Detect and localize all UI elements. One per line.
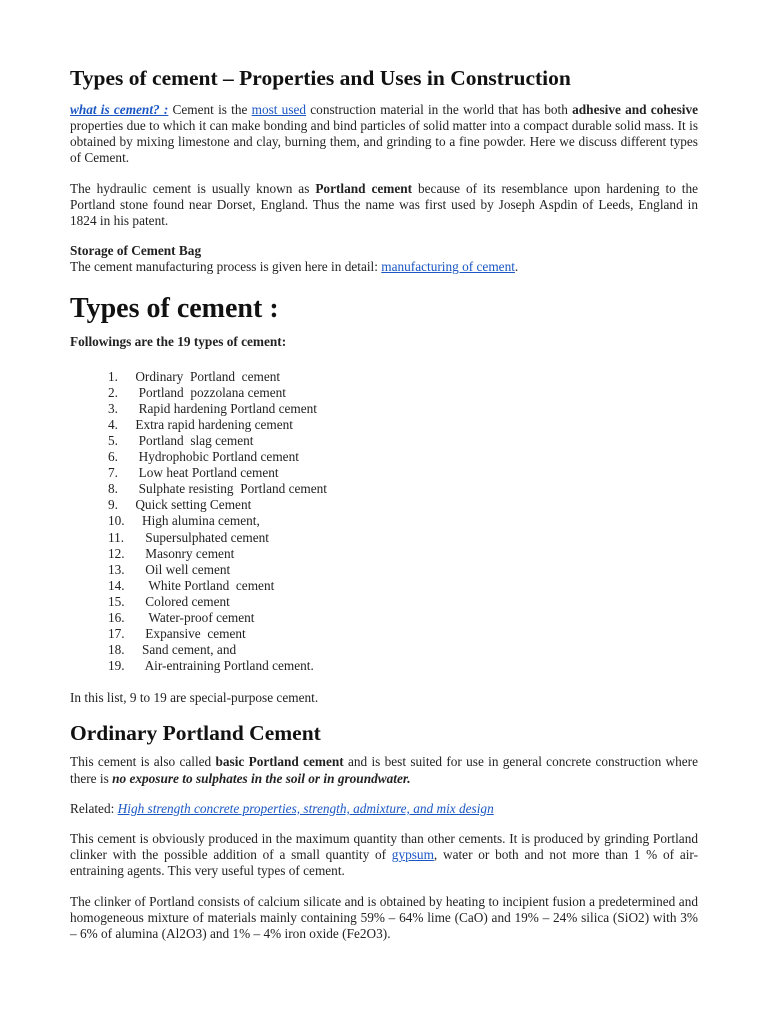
list-item: [108, 465, 698, 481]
document-page: [70, 66, 698, 956]
list-item: [108, 513, 698, 529]
list-item-number: 11.: [108, 529, 125, 545]
list-item-number: 5.: [108, 433, 118, 448]
list-item-number: 7.: [108, 465, 118, 481]
opc-paragraph-2: This cement is obviously produced in the maximum quantity than other cements. It is produced by grinding Portland clinker with the possible addition of a small quantity of gypsum, water or both and not more than 1 % of air-entraining agents. This very useful types of cement.: [70, 831, 698, 879]
list-item-label: Masonry cement: [132, 545, 235, 561]
list-item-number: 17.: [108, 626, 125, 642]
related-link[interactable]: High strength concrete properties, strength, admixture, and mix design: [117, 800, 494, 816]
list-item-number: 6.: [108, 449, 118, 465]
list-item-label: Portland pozzolana cement: [132, 384, 286, 400]
list-item-number: 1.: [108, 368, 118, 384]
list-item-label: Low heat Portland cement: [132, 465, 279, 481]
storage-heading: Storage of Cement Bag: [70, 243, 202, 259]
list-item-number: 12.: [108, 545, 125, 561]
list-item: [108, 449, 698, 465]
most-used-link[interactable]: most used: [251, 101, 307, 117]
manufacturing-link[interactable]: manufacturing of cement: [381, 259, 515, 275]
list-item-label: Sand cement, and: [132, 642, 237, 658]
types-list: [70, 369, 698, 675]
list-item-number: 19.: [108, 658, 125, 674]
list-item-label: Air-entraining Portland cement.: [132, 658, 314, 674]
list-item: [108, 578, 698, 594]
opc-paragraph-3: The clinker of Portland consists of calcium silicate and is obtained by heating to incipient fusion a predetermined and homogeneous mixture of materials mainly containing 59% – 64% lime (CaO) and 19% – 24% silica (SiO2) with 3% – 6% of alumina (Al2O3) and 1% – 4% iron oxide (Fe2O3).: [70, 893, 698, 942]
opc-heading: Ordinary Portland Cement: [70, 720, 321, 745]
list-item-label: Rapid hardening Portland cement: [132, 400, 318, 416]
list-item: [108, 610, 698, 626]
list-item-label: White Portland cement: [132, 577, 275, 593]
list-item-number: 3.: [108, 400, 118, 416]
list-item-number: 4.: [108, 416, 118, 432]
opc-paragraph-1: This cement is also called basic Portland cement and is best suited for use in general concrete construction where there is no exposure to sulphates in the soil or in groundwater.: [70, 754, 698, 786]
list-item: [108, 642, 698, 658]
list-item-number: 8.: [108, 481, 118, 497]
list-item: [108, 530, 698, 546]
list-item-label: Sulphate resisting Portland cement: [132, 481, 327, 497]
list-item: [108, 594, 698, 610]
list-item-number: 13.: [108, 561, 125, 577]
list-item-label: Expansive cement: [132, 626, 246, 642]
list-item-number: 15.: [108, 593, 125, 609]
list-item: [108, 562, 698, 578]
list-item-number: 16.: [108, 610, 125, 626]
types-heading: Types of cement :: [70, 292, 279, 324]
hydraulic-paragraph: The hydraulic cement is usually known as Portland cement because of its resemblance upon hardening to the Portland stone found near Dorset, England. Thus the name was first used by Joseph Aspdin of Leeds, England in 1824 in his patent.: [70, 180, 698, 229]
list-item-label: Ordinary Portland cement: [132, 368, 281, 384]
list-item-number: 10.: [108, 513, 125, 529]
list-item-label: Water-proof cement: [132, 610, 255, 626]
list-item: [108, 497, 698, 513]
list-item: [108, 369, 698, 385]
list-item: [108, 481, 698, 497]
list-item: [108, 417, 698, 433]
list-item-label: Hydrophobic Portland cement: [132, 449, 299, 465]
list-item-label: High alumina cement,: [132, 513, 260, 529]
list-item: [108, 385, 698, 401]
list-item-label: Portland slag cement: [132, 433, 254, 448]
list-item-number: 2.: [108, 384, 118, 400]
list-item: [108, 401, 698, 417]
list-item-label: Colored cement: [132, 593, 230, 609]
related-line: Related: High strength concrete properties, strength, admixture, and mix design: [70, 800, 494, 816]
intro-paragraph: what is cement? : Cement is the most used construction material in the world that has both adhesive and cohesive properties due to which it can make bonding and bind particles of solid matter into a compact durable solid mass. It is obtained by mixing limestone and clay, burning them, and grinding to a fine powder. Here we discuss different types of Cement.: [70, 101, 698, 166]
list-item: [108, 658, 698, 674]
types-intro: Followings are the 19 types of cement:: [70, 334, 287, 350]
list-item: [108, 546, 698, 562]
list-item-label: Supersulphated cement: [132, 529, 269, 545]
list-item-label: Quick setting Cement: [132, 497, 252, 513]
list-item: [108, 626, 698, 642]
list-item: [108, 433, 698, 449]
storage-paragraph: The cement manufacturing process is given here in detail: manufacturing of cement.: [70, 259, 519, 275]
list-item-label: Extra rapid hardening cement: [132, 416, 293, 432]
page-title: Types of cement – Properties and Uses in Construction: [70, 66, 571, 90]
gypsum-link[interactable]: gypsum: [391, 847, 434, 863]
list-item-number: 9.: [108, 497, 118, 513]
list-note: In this list, 9 to 19 are special-purpose cement.: [70, 690, 319, 706]
list-item-number: 14.: [108, 577, 125, 593]
list-item-number: 18.: [108, 642, 125, 658]
what-is-cement-link[interactable]: what is cement? :: [70, 101, 169, 117]
list-item-label: Oil well cement: [132, 561, 231, 577]
